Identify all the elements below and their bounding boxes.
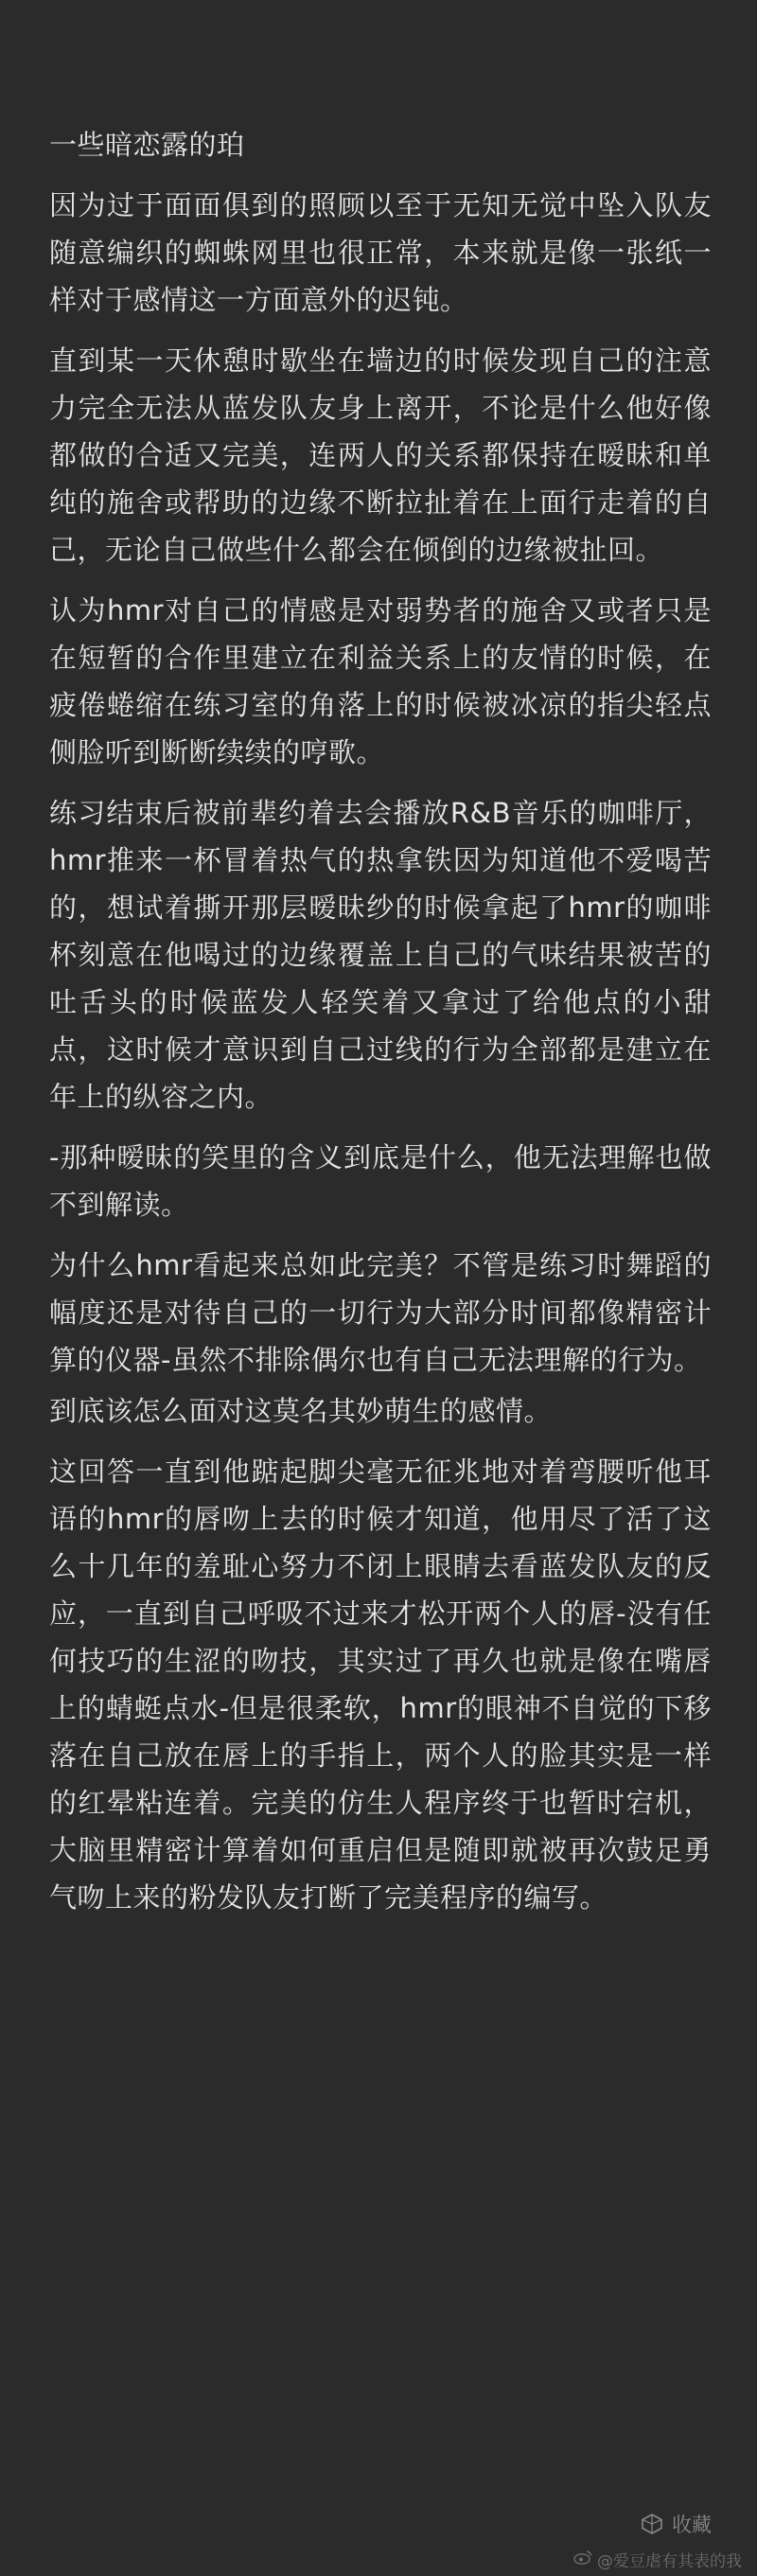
post-paragraph-4: 练习结束后被前辈约着去会播放R&B音乐的咖啡厅，hmr推来一杯冒着热气的热拿铁因为知道他不爱喝苦的，想试着撕开那层暧昧纱的时候拿起了hmr的咖啡杯刻意在他喝过的边缘覆盖上自己的气味结果被苦的吐舌头的时候蓝发人轻笑着又拿过了给他点的小甜点，这时候才意识到自己过线的行为全部都是建立在年上的纵容之内。 <box>49 797 712 1113</box>
weibo-logo-icon <box>573 2550 592 2569</box>
post-paragraph-1: 因为过于面面俱到的照顾以至于无知无觉中坠入队友随意编织的蜘蛛网里也很正常，本来就是像一张纸一样对于感情这一方面意外的迟钝。 <box>49 189 712 316</box>
post-paragraph-7: 到底该怎么面对这莫名其妙萌生的感情。 <box>49 1395 553 1427</box>
post-title: 一些暗恋露的珀 <box>49 129 245 161</box>
post-paragraph-3: 认为hmr对自己的情感是对弱势者的施舍又或者只是在短暂的合作里建立在利益关系上的友情的时候，在疲倦蜷缩在练习室的角落上的时候被冰凉的指尖轻点侧脸听到断断续续的哼歌。 <box>49 594 712 768</box>
post-paragraph-8: 这回答一直到他踮起脚尖毫无征兆地对着弯腰听他耳语的hmr的唇吻上去的时候才知道，他用尽了活了这么十几年的羞耻心努力不闭上眼睛去看蓝发队友的反应，一直到自己呼吸不过来才松开两个人的唇-没有任何技巧的生涩的吻技，其实过了再久也就是像在嘴唇上的蜻蜓点水-但是很柔软，hmr的眼神不自觉的下移落在自己放在唇上的手指上，两个人的脸其实是一样的红晕粘连着。完美的仿生人程序终于也暂时宕机，大脑里精密计算着如何重启但是随即就被再次鼓足勇气吻上来的粉发队友打断了完美程序的编写。 <box>49 1456 712 1914</box>
collect-icon <box>640 2512 664 2536</box>
watermark-text: @爱豆虐有其表的我 <box>597 2552 742 2571</box>
post-paragraph-2: 直到某一天休憩时歇坐在墙边的时候发现自己的注意力完全无法从蓝发队友身上离开，不论是什么他好像都做的合适又完美，连两人的关系都保持在暧昧和单纯的施舍或帮助的边缘不断拉扯着在上面行走着的自己，无论自己做些什么都会在倾倒的边缘被扯回。 <box>49 344 712 566</box>
post-paragraph-5: -那种暧昧的笑里的含义到底是什么，他无法理解也做不到解读。 <box>49 1141 712 1221</box>
post-paragraph-6: 为什么hmr看起来总如此完美？不管是练习时舞蹈的幅度还是对待自己的一切行为大部分时间都像精密计算的仪器-虽然不排除偶尔也有自己无法理解的行为。 <box>49 1249 712 1376</box>
collect-button[interactable] <box>640 2510 712 2538</box>
watermark <box>573 2548 742 2571</box>
post-content <box>49 121 712 1934</box>
collect-label: 收藏 <box>672 2514 712 2536</box>
